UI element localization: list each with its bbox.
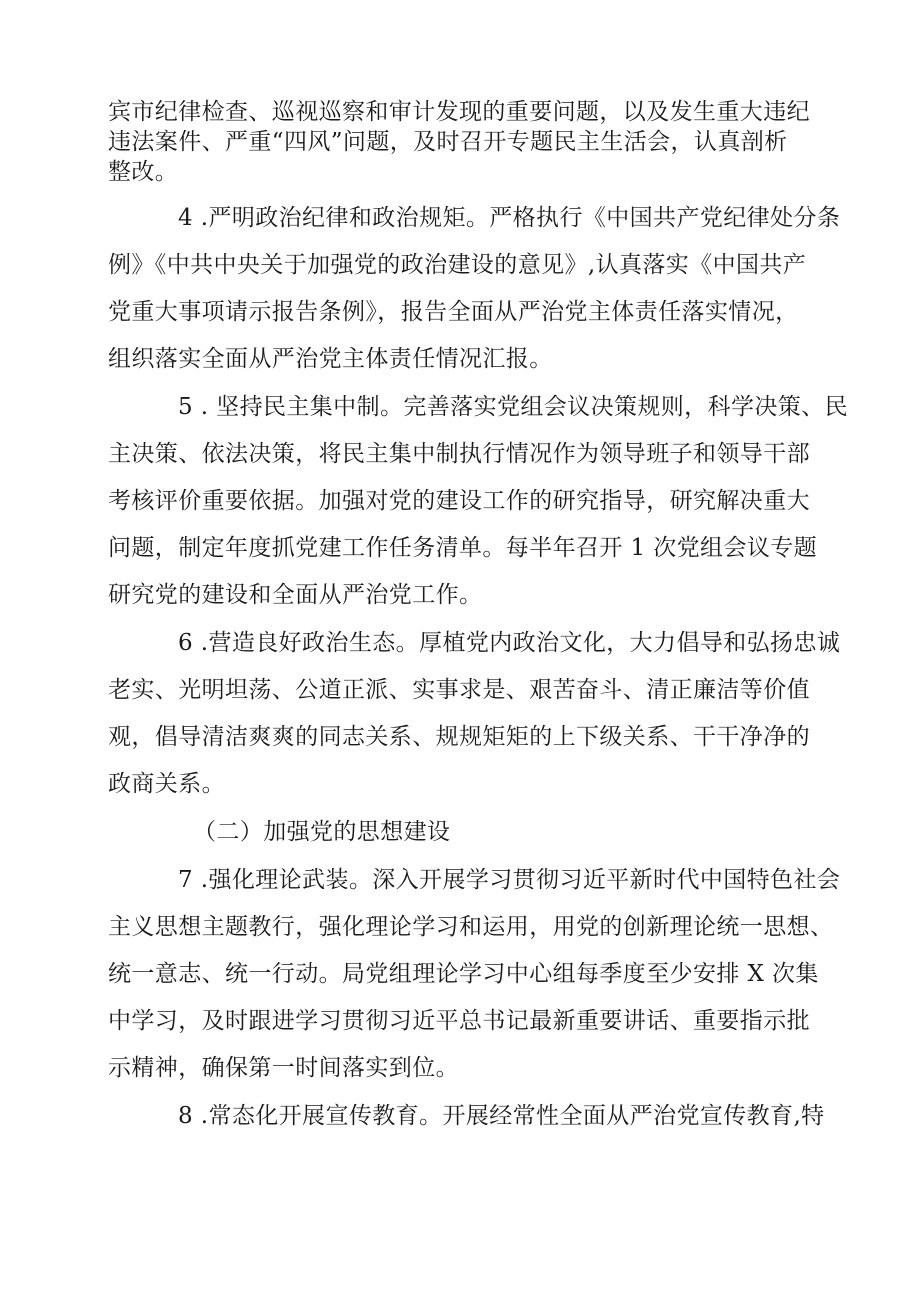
text-line: 党重大事项请示报告条例》，报告全面从严治党主体责任落实情况，	[108, 299, 799, 325]
text-line: 政商关系。	[108, 771, 225, 797]
paragraph-5-start: 5 . 坚持民主集中制。完善落实党组会议决策规则，科学决策、民	[178, 394, 848, 420]
paragraph-4-start: 4 .严明政治纪律和政治规矩。严格执行《中国共产党纪律处分条	[178, 205, 841, 231]
text-line: 主义思想主题教行，强化理论学习和运用，用党的创新理论统一思想、	[108, 914, 834, 940]
text-line: 考核评价重要依据。加强对党的建设工作的研究指导，研究解决重大	[108, 488, 810, 514]
text-line: 观，倡导清洁爽爽的同志关系、规规矩矩的上下级关系、干干净净的	[108, 724, 810, 750]
paragraph-8-start: 8 .常态化开展宣传教育。开展经常性全面从严治党宣传教育,特	[178, 1103, 825, 1129]
text-line: 研究党的建设和全面从严治党工作。	[108, 582, 483, 608]
paragraph-7-start: 7 .强化理论武装。深入开展学习贯彻习近平新时代中国特色社会	[178, 867, 841, 893]
text-line: 老实、光明坦荡、公道正派、实事求是、艰苦奋斗、清正廉洁等价值	[108, 677, 810, 703]
text-line: 宾市纪律检查、巡视巡察和审计发现的重要问题，以及发生重大违纪	[108, 99, 810, 125]
text-line: 主决策、依法决策，将民主集中制执行情况作为领导班子和领导干部	[108, 441, 810, 467]
section-heading: （二）加强党的思想建设	[193, 819, 451, 845]
paragraph-6-start: 6 .营造良好政治生态。厚植党内政治文化，大力倡导和弘扬忠诚	[178, 630, 841, 656]
text-line: 问题，制定年度抓党建工作任务清单。每半年召开 1 次党组会议专题	[108, 535, 818, 561]
text-line: 示精神，确保第一时间落实到位。	[108, 1055, 459, 1081]
text-line: 中学习，及时跟进学习贯彻习近平总书记最新重要讲话、重要指示批	[108, 1008, 810, 1034]
text-line: 违法案件、严重“四风”问题，及时召开专题民主生活会，认真剖析	[108, 129, 788, 155]
text-line: 整改。	[108, 159, 179, 185]
text-line: 例》《中共中央关于加强党的政治建设的意见》,认真落实《中国共产	[108, 252, 807, 278]
text-line: 统一意志、统一行动。局党组理论学习中心组每季度至少安排 X 次集	[108, 961, 819, 987]
text-line: 组织落实全面从严治党主体责任情况汇报。	[108, 346, 553, 372]
